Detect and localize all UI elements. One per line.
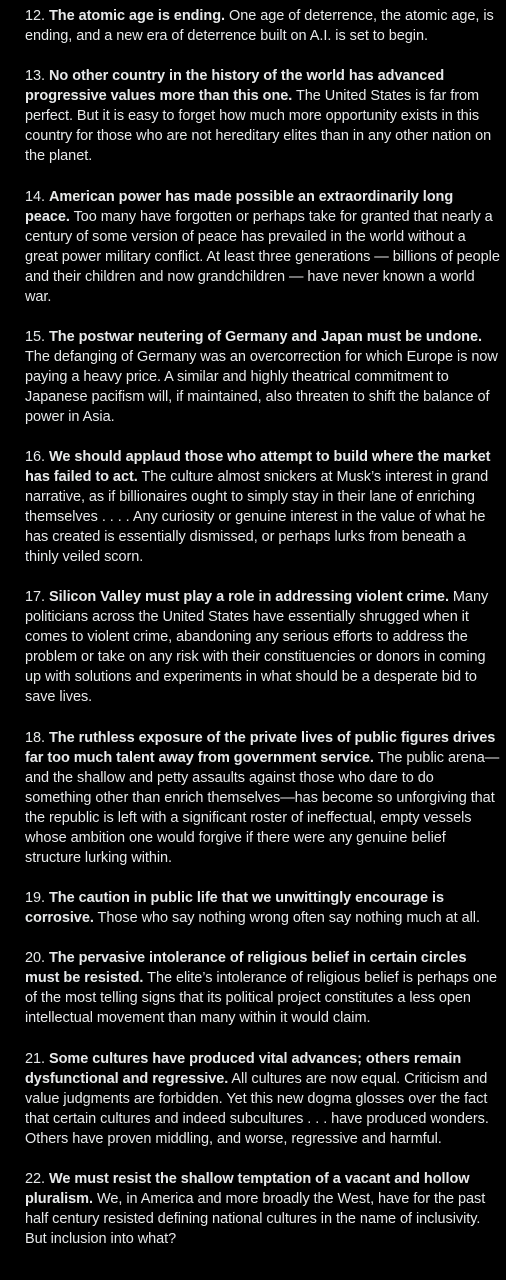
item-heading: American power has made possible an extraordinarily long peace. bbox=[25, 188, 454, 225]
list-item-12 bbox=[25, 6, 500, 46]
list-item-14 bbox=[25, 187, 500, 307]
item-body: We, in America and more broadly the West, have for the past half century resisted defining national cultures in the name of inclusivity. But inclusion into what? bbox=[25, 1190, 486, 1247]
item-number: 17. bbox=[25, 589, 46, 606]
item-body: One age of deterrence, the atomic age, is ending, and a new era of deterrence built on A.I. is set to begin. bbox=[25, 8, 494, 44]
list-item-21 bbox=[25, 1049, 500, 1149]
item-body: The elite’s intolerance of religious belief is perhaps one of the most telling signs that its political project constitutes a less open intellectual movement than many within it would claim. bbox=[25, 970, 498, 1027]
item-heading: The caution in public life that we unwittingly encourage is corrosive. bbox=[25, 890, 445, 927]
item-body: Those who say nothing wrong often say nothing much at all. bbox=[97, 910, 480, 927]
item-heading: The pervasive intolerance of religious belief in certain circles must be resisted. bbox=[25, 950, 467, 987]
list-item-18 bbox=[25, 728, 500, 868]
item-number: 13. bbox=[25, 68, 46, 85]
item-number: 14. bbox=[25, 188, 46, 205]
list-item-13 bbox=[25, 66, 500, 166]
item-body: The United States is far from perfect. But it is easy to forget how much more opportunity exists in this country for those who are not hereditary elites than in any other nation on the planet. bbox=[25, 88, 492, 165]
item-body: The culture almost snickers at Musk’s interest in grand narrative, as if billionaires ought to simply stay in their lane of enriching themselves . . . . Any curiosity or genuine interest in the value of what he has created is essentially dismissed, or perhaps lurks from beneath a thinly veiled scorn. bbox=[25, 469, 489, 566]
list-item-15 bbox=[25, 327, 500, 427]
item-number: 22. bbox=[25, 1170, 46, 1187]
item-number: 15. bbox=[25, 328, 46, 345]
item-number: 20. bbox=[25, 950, 46, 967]
list-item-22 bbox=[25, 1169, 500, 1249]
list-item-20 bbox=[25, 948, 500, 1028]
list-item-17 bbox=[25, 587, 500, 707]
item-heading: Some cultures have produced vital advances; others remain dysfunctional and regressive. bbox=[25, 1050, 462, 1087]
item-heading: The ruthless exposure of the private lives of public figures drives far too much talent away from government service. bbox=[25, 729, 496, 766]
item-body: Too many have forgotten or perhaps take for granted that nearly a century of some version of peace has prevailed in the world without a great power military conflict. At least three generations — billions of people and their children and now grandchildren — have never known a world war. bbox=[25, 208, 500, 305]
item-number: 12. bbox=[25, 8, 46, 24]
item-number: 21. bbox=[25, 1050, 46, 1067]
item-number: 19. bbox=[25, 890, 46, 907]
item-number: 18. bbox=[25, 729, 46, 746]
item-heading: No other country in the history of the world has advanced progressive values more than this one. bbox=[25, 68, 445, 105]
item-body: The defanging of Germany was an overcorrection for which Europe is now paying a heavy price. A similar and highly theatrical commitment to Japanese pacifism will, if maintained, also threaten to shift the balance of power in Asia. bbox=[25, 348, 498, 425]
item-body: The public arena—and the shallow and petty assaults against those who dare to do something other than enrich themselves—has become so unforgiving that the republic is left with a significant roster of ineffectual, empty vessels whose ambition one would forgive if there were any genuine belief structure lurking within. bbox=[25, 749, 500, 866]
item-number: 16. bbox=[25, 449, 46, 466]
item-heading: The postwar neutering of Germany and Japan must be undone. bbox=[49, 328, 482, 345]
item-heading: Silicon Valley must play a role in addressing violent crime. bbox=[49, 589, 449, 606]
item-body: All cultures are now equal. Criticism and value judgments are forbidden. Yet this new dogma glosses over the fact that certain cultures and indeed subcultures . . . have produced wonders. Others have proven middling, and worse, regressive and harmful. bbox=[25, 1070, 489, 1147]
item-body: Many politicians across the United States have essentially shrugged when it comes to violent crime, abandoning any serious efforts to address the problem or take on any risk with their constituencies or donors in coming up with solutions and experiments in what should be a desperate bid to save lives. bbox=[25, 589, 489, 706]
list-item-16 bbox=[25, 447, 500, 567]
item-heading: The atomic age is ending. bbox=[49, 8, 226, 24]
item-heading: We must resist the shallow temptation of a vacant and hollow pluralism. bbox=[25, 1170, 470, 1207]
item-heading: We should applaud those who attempt to build where the market has failed to act. bbox=[25, 449, 491, 486]
list-item-19 bbox=[25, 888, 500, 928]
